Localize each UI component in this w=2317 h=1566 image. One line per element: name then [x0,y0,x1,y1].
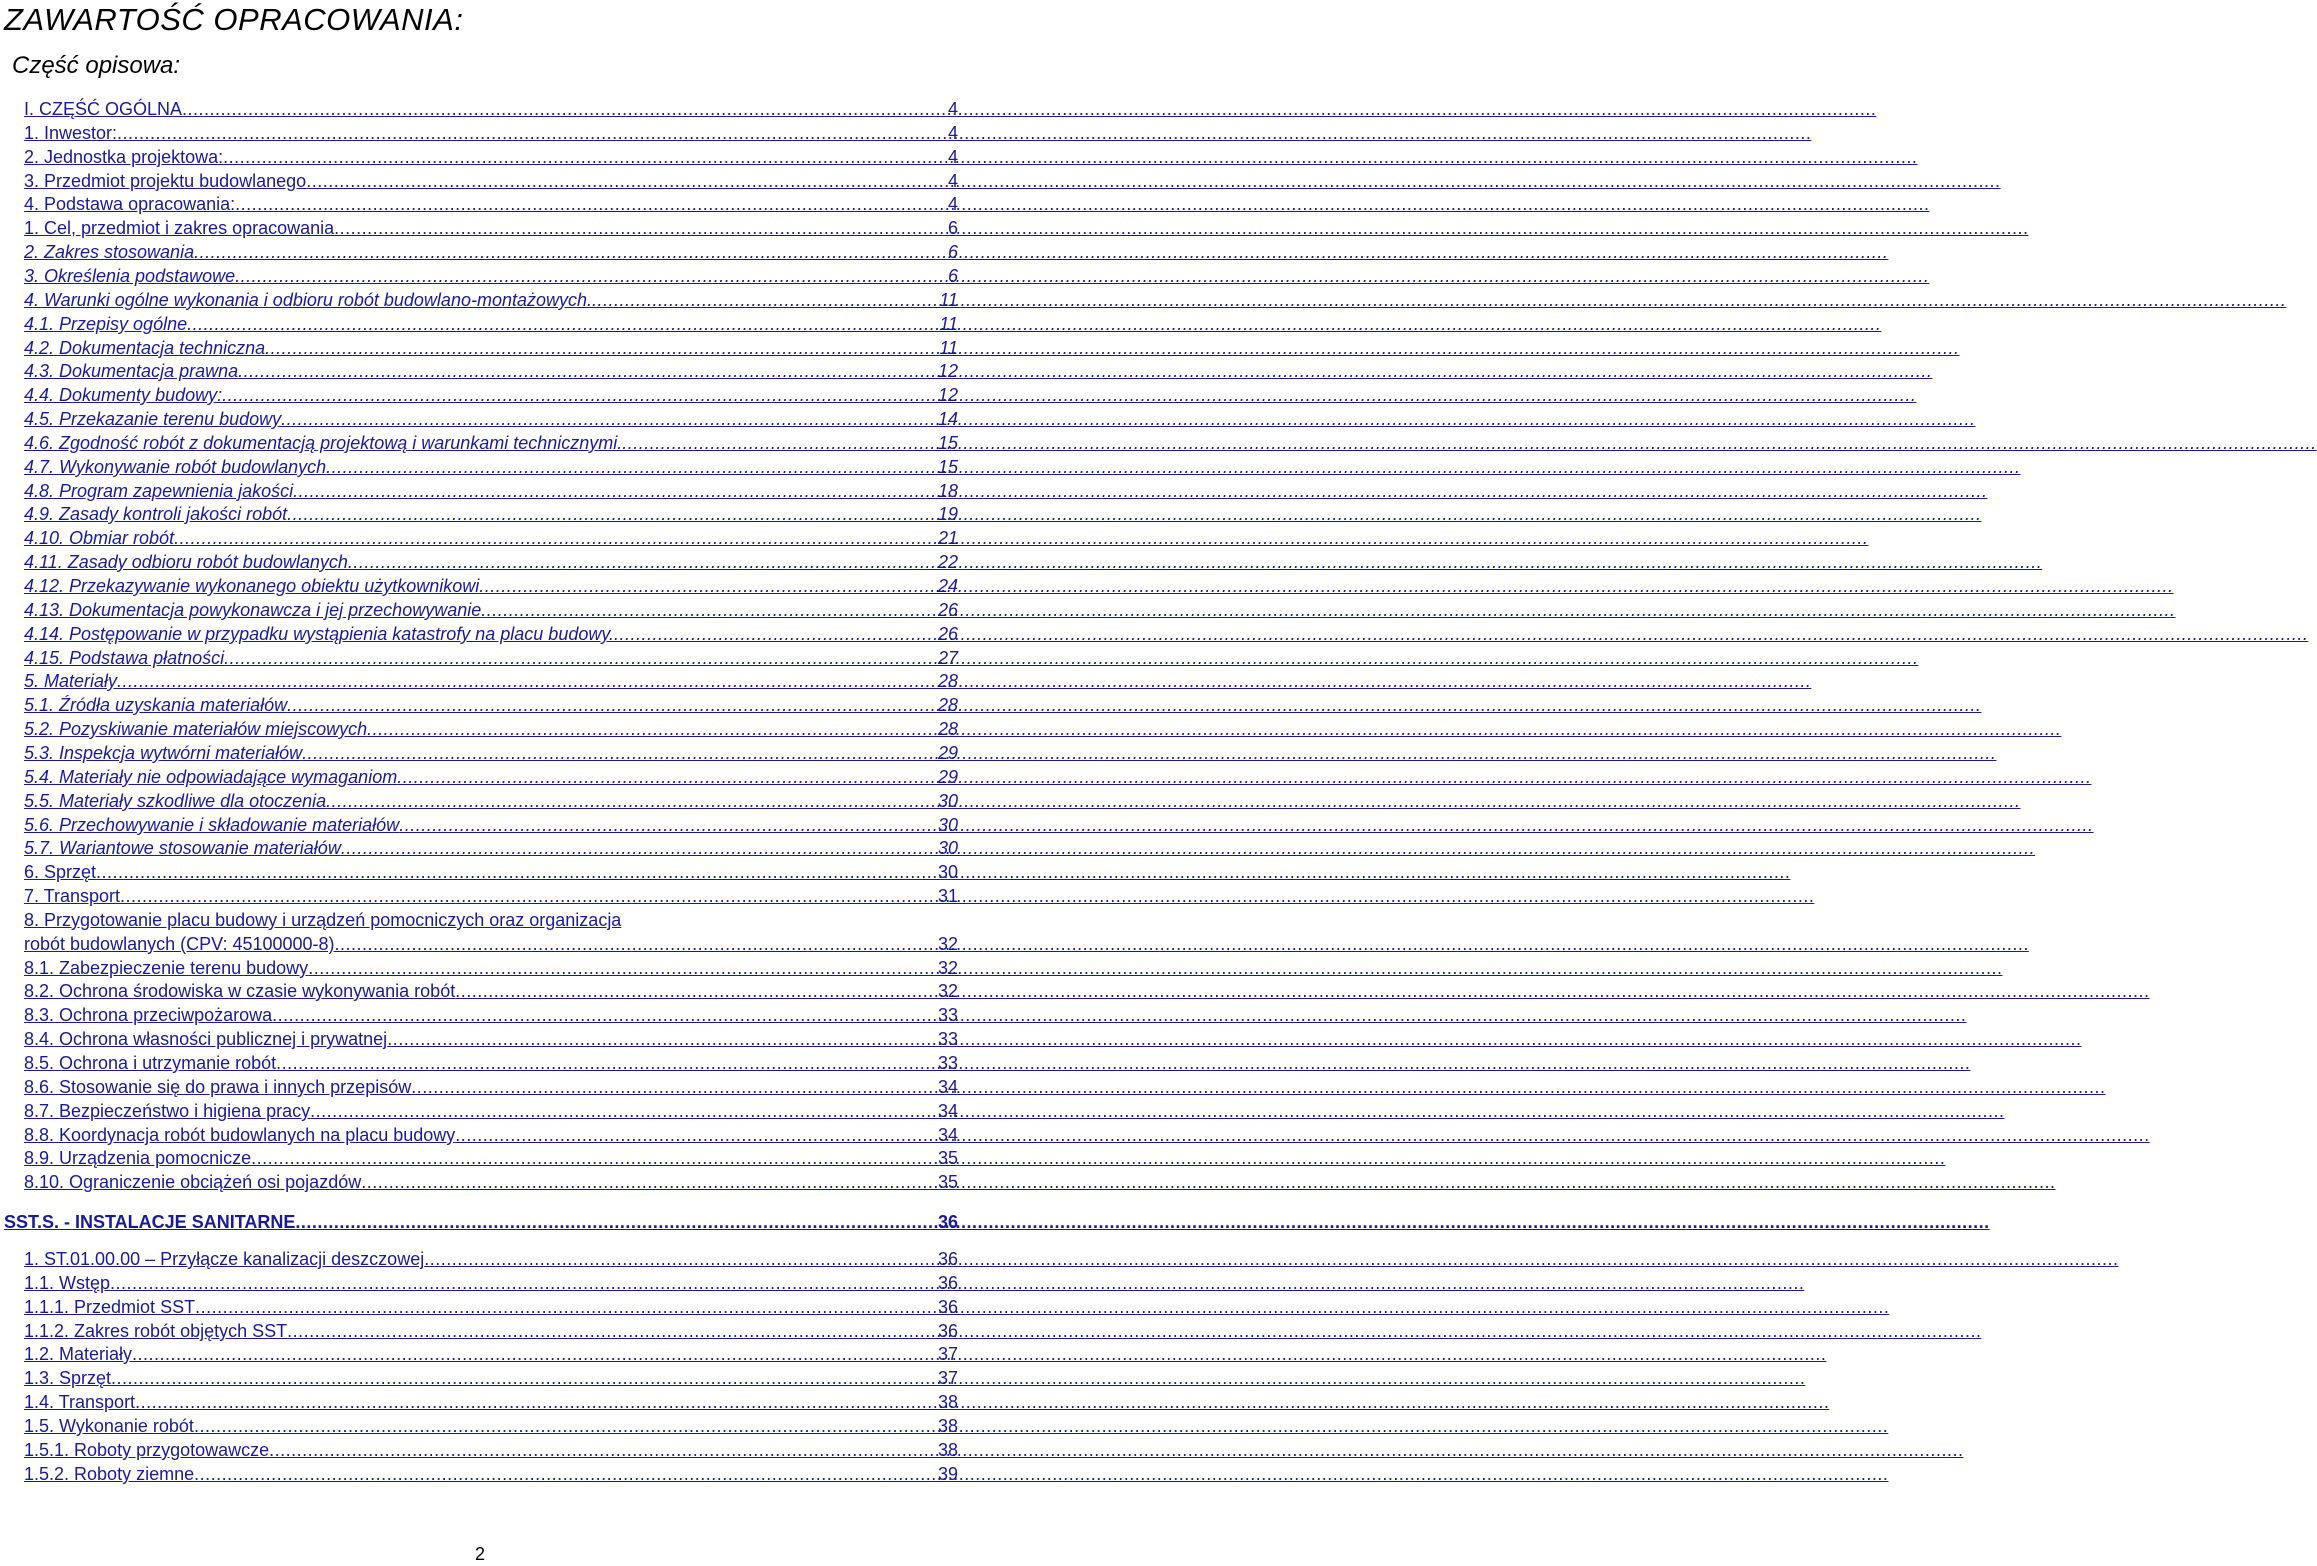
toc-entry-title: 5. Materiały [24,671,118,691]
toc-dot-leader [96,861,937,883]
toc-dot-leader [235,265,947,287]
toc-dot-leader [424,1248,937,1270]
toc-entry[interactable] [24,1004,958,1028]
toc-entry[interactable] [24,313,958,337]
toc-entry[interactable] [24,670,958,694]
toc-entry-page: 30 [937,815,958,835]
toc-entry[interactable] [24,98,958,122]
toc-entry-title: 1. ST.01.00.00 – Przyłącze kanalizacji deszczowej [24,1249,425,1269]
toc-dot-leader [223,146,947,168]
toc-entry-title: 2. Zakres stosowania [24,242,195,262]
page-number: 2 [474,1544,485,1564]
toc-entry[interactable] [24,694,958,718]
toc-entry-page: 4 [947,99,958,119]
toc-entry-page: 28 [937,671,958,691]
toc-dot-leader [479,575,937,597]
toc-entry-page: 31 [937,886,958,906]
toc-entry-title: 8.4. Ochrona własności publicznej i prywatnej [24,1029,388,1049]
toc-dot-leader [287,1320,937,1342]
toc-entry-title: 1.5.1. Roboty przygotowawcze [24,1440,270,1460]
document-page [0,0,960,1566]
toc-entry-title: 4.11. Zasady odbioru robót budowlanych [24,552,348,572]
toc-entry-page: 21 [937,528,958,548]
toc-entry-page: 39 [937,1464,958,1484]
toc-entry-page: 30 [937,791,958,811]
toc-entry[interactable] [24,1076,958,1100]
toc-entry-title: 5.5. Materiały szkodliwe dla otoczenia [24,791,327,811]
toc-entry-title: 6. Sprzęt [24,862,97,882]
toc-entry-title: I. CZĘŚĆ OGÓLNA [24,99,183,119]
toc-entry[interactable] [24,384,958,408]
toc-dot-leader [306,170,947,192]
toc-entry[interactable] [24,1100,958,1124]
toc-entry-page: 35 [937,1148,958,1168]
toc-entry-title: 1.5.2. Roboty ziemne [24,1464,195,1484]
toc-entry-title: 8. Przygotowanie placu budowy i urządzeń pomocniczych oraz organizacja [24,910,622,930]
toc-dot-leader [335,933,937,955]
document-subheading: Część opisowa: [12,52,181,79]
toc-entry-title: 8.8. Koordynacja robót budowlanych na placu budowy [24,1125,456,1145]
toc-entry-page: 6 [947,266,958,286]
toc-entry-page: 30 [937,838,958,858]
toc-dot-leader [287,503,937,525]
toc-entry-page: 36 [937,1249,958,1269]
toc-entry-title: 8.1. Zabezpieczenie terenu budowy [24,958,309,978]
toc-entry-title: 4.5. Przekazanie terenu budowy [24,409,282,429]
toc-entry[interactable] [24,647,958,671]
toc-entry-page: 28 [937,719,958,739]
toc-entry-page: 30 [937,862,958,882]
toc-entry-title: 8.3. Ochrona przeciwpożarowa [24,1005,273,1025]
toc-dot-leader [361,1171,937,1193]
toc-entry-title: 4.9. Zasady kontroli jakości robót [24,504,288,524]
toc-entry-title: 4.1. Przepisy ogólne [24,314,188,334]
toc-entry[interactable] [24,790,958,814]
toc-entry[interactable] [24,1028,958,1052]
toc-entry[interactable] [24,480,958,504]
toc-entry-title: 4.7. Wykonywanie robót budowlanych [24,457,327,477]
toc-dot-leader [281,408,937,430]
toc-entry-title: 5.3. Inspekcja wytwórni materiałów [24,743,303,763]
toc-entry[interactable] [24,265,958,289]
toc-entry-title: 7. Transport [24,886,121,906]
toc-dot-leader [117,122,947,144]
toc-dot-leader [182,98,947,120]
toc-entry-title: 1.4. Transport [24,1392,136,1412]
toc-entry-title: 4.8. Program zapewnienia jakości [24,481,294,501]
toc-entry-page: 37 [937,1368,958,1388]
toc-entry[interactable] [24,1415,958,1439]
toc-entry-title: 1.3. Sprzęt [24,1368,112,1388]
toc-entry-page: 36 [937,1321,958,1341]
toc-dot-leader [387,1028,937,1050]
toc-entry[interactable] [24,170,958,194]
toc-dot-leader [455,980,937,1002]
toc-entry[interactable] [24,718,958,742]
toc-entry[interactable] [24,814,958,838]
toc-entry-page: 36 [937,1212,958,1232]
toc-entry-page: 6 [947,242,958,262]
toc-dot-leader [110,1272,937,1294]
toc-dot-leader [195,1296,937,1318]
toc-entry-title: 1.1. Wstęp [24,1273,111,1293]
toc-entry[interactable] [24,1272,958,1296]
toc-dot-leader [174,527,937,549]
toc-entry-page: 36 [937,1297,958,1317]
toc-entry-page: 19 [937,504,958,524]
toc-dot-leader [592,289,938,311]
toc-dot-leader [251,1147,937,1169]
toc-dot-leader [120,885,937,907]
toc-entry-page: 27 [937,648,958,668]
toc-entry-title: 8.6. Stosowanie się do prawa i innych przepisów [24,1077,412,1097]
toc-entry[interactable] [24,766,958,790]
toc-entry[interactable] [24,527,958,551]
toc-entry[interactable] [24,122,958,146]
toc-entry-page: 15 [937,457,958,477]
toc-entry[interactable] [24,432,958,456]
toc-entry-page: 11 [939,338,958,358]
toc-entry-title: 2. Jednostka projektowa: [24,147,224,167]
toc-entry-title: 8.10. Ograniczenie obciążeń osi pojazdów [24,1172,362,1192]
toc-dot-leader [194,1463,937,1485]
toc-entry[interactable] [24,1391,958,1415]
toc-entry-page: 12 [937,361,958,381]
toc-dot-leader [614,623,937,645]
toc-dot-leader [302,742,937,764]
toc-dot-leader [222,384,937,406]
toc-entry-title: 4.4. Dokumenty budowy: [24,385,223,405]
toc-entry-page: 12 [937,385,958,405]
toc-entry-page: 26 [937,600,958,620]
toc-entry[interactable] [24,885,958,909]
toc-entry-page: 38 [937,1440,958,1460]
toc-entry-page: 32 [937,934,958,954]
toc-entry[interactable] [24,1248,958,1272]
toc-dot-leader [348,551,937,573]
toc-entry-title: 5.7. Wariantowe stosowanie materiałów [24,838,341,858]
toc-dot-leader [117,670,937,692]
toc-dot-leader [308,957,937,979]
toc-entry-page: 26 [937,624,958,644]
toc-section-heading[interactable] [4,1211,958,1235]
toc-dot-leader [238,360,937,382]
toc-entry[interactable] [24,146,958,170]
toc-dot-leader [194,241,947,263]
toc-dot-leader [287,694,937,716]
toc-dot-leader [187,313,938,335]
toc-entry-page: 24 [937,576,958,596]
toc-dot-leader [135,1391,937,1413]
toc-entry-title: 3. Przedmiot projektu budowlanego [24,171,307,191]
toc-entry-title: 1. Inwestor: [24,123,118,143]
toc-entry[interactable] [24,909,958,933]
toc-entry[interactable] [24,980,958,1004]
toc-dot-leader [194,1415,937,1437]
toc-entry-title: robót budowlanych (CPV: 45100000-8) [24,934,335,954]
toc-entry-title: 4.15. Podstawa płatności [24,648,225,668]
toc-entry-page: 38 [937,1392,958,1412]
toc-entry[interactable] [24,289,958,313]
toc-entry-page: 4 [947,171,958,191]
toc-entry-title: 4.12. Przekazywanie wykonanego obiektu użytkownikowi [24,576,480,596]
toc-entry-title: 1.1.1. Przedmiot SST [24,1297,196,1317]
toc-dot-leader [265,337,938,359]
toc-dot-leader [269,1439,937,1461]
toc-dot-leader [455,1124,937,1146]
toc-entry[interactable] [24,1320,958,1344]
toc-entry-title: 1. Cel, przedmiot i zakres opracowania [24,218,335,238]
toc-entry[interactable] [24,1439,958,1463]
toc-entry-page: 33 [937,1029,958,1049]
toc-dot-leader [367,718,937,740]
toc-entry-title: 4. Podstawa opracowania: [24,194,236,214]
toc-dot-leader [111,1367,937,1389]
toc-entry-page: 4 [947,194,958,214]
toc-entry-page: 18 [937,481,958,501]
toc-entry-title: 5.6. Przechowywanie i składowanie materiałów [24,815,400,835]
toc-entry[interactable] [24,503,958,527]
toc-entry[interactable] [24,957,958,981]
toc-entry-title: 4.13. Dokumentacja powykonawcza i jej przechowywanie [24,600,482,620]
toc-entry[interactable] [24,1343,958,1367]
toc-entry[interactable] [24,337,958,361]
toc-entry-page: 32 [937,958,958,978]
toc-entry[interactable] [24,1171,958,1195]
toc-entry-page: 29 [937,767,958,787]
toc-entry-title: SST.S. - INSTALACJE SANITARNE [4,1212,296,1232]
toc-entry[interactable] [24,456,958,480]
toc-entry-page: 15 [937,433,958,453]
toc-entry-title: 4. Warunki ogólne wykonania i odbioru robót budowlano-montażowych. [24,290,593,310]
toc-dot-leader [272,1004,937,1026]
toc-entry-page: 33 [937,1053,958,1073]
toc-entry-page: 11 [939,290,958,310]
toc-entry[interactable] [24,1463,958,1487]
toc-entry[interactable] [24,742,958,766]
toc-entry-page: 37 [937,1344,958,1364]
toc-entry-title: 5.2. Pozyskiwanie materiałów miejscowych [24,719,368,739]
toc-entry[interactable] [24,551,958,575]
toc-dot-leader [399,814,937,836]
toc-dot-leader [622,432,937,454]
toc-entry-page: 34 [937,1101,958,1121]
toc-entry[interactable] [24,1052,958,1076]
toc-entry-title: 4.6. Zgodność robót z dokumentacją projektową i warunkami technicznymi. [24,433,623,453]
toc-entry[interactable] [24,599,958,623]
toc-entry-page: 38 [937,1416,958,1436]
toc-entry-title: 4.14. Postępowanie w przypadku wystąpienia katastrofy na placu budowy. [24,624,615,644]
toc-dot-leader [397,766,937,788]
toc-entry[interactable] [24,1367,958,1391]
toc-entry-title: 4.2. Dokumentacja techniczna [24,338,266,358]
toc-entry[interactable] [24,193,958,217]
toc-entry-title: 5.4. Materiały nie odpowiadające wymaganiom [24,767,398,787]
toc-entry[interactable] [24,623,958,647]
toc-entry[interactable] [24,1124,958,1148]
toc-entry-page: 14 [937,409,958,429]
toc-entry-title: 8.7. Bezpieczeństwo i higiena pracy [24,1101,311,1121]
toc-dot-leader [276,1052,937,1074]
toc-dot-leader [326,790,937,812]
toc-entry-page: 4 [947,147,958,167]
toc-entry[interactable] [24,408,958,432]
toc-entry-page: 34 [937,1077,958,1097]
toc-entry-page: 6 [947,218,958,238]
toc-entry-page: 28 [937,695,958,715]
toc-entry-title: 8.5. Ochrona i utrzymanie robót [24,1053,277,1073]
toc-dot-leader [334,217,947,239]
toc-entry-page: 29 [937,743,958,763]
toc-dot-leader [132,1343,937,1365]
toc-dot-leader [224,647,937,669]
toc-dot-leader [411,1076,937,1098]
toc-entry-page: 35 [937,1172,958,1192]
toc-entry-title: 3. Określenia podstawowe [24,266,236,286]
toc-entry[interactable] [24,360,958,384]
toc-entry-title: 4.10. Obmiar robót [24,528,175,548]
toc-entry[interactable] [24,933,958,957]
toc-entry-page: 11 [939,314,958,334]
toc-entry[interactable] [24,217,958,241]
toc-dot-leader [235,193,947,215]
toc-dot-leader [293,480,937,502]
toc-entry-page: 34 [937,1125,958,1145]
toc-entry[interactable] [24,837,958,861]
toc-entry-page: 4 [947,123,958,143]
toc-entry[interactable] [24,575,958,599]
toc-entry-title: 1.1.2. Zakres robót objętych SST [24,1321,288,1341]
toc-entry-title: 4.3. Dokumentacja prawna [24,361,239,381]
document-heading: ZAWARTOŚĆ OPRACOWANIA: [4,2,464,37]
toc-entry[interactable] [24,861,958,885]
toc-entry-page: 33 [937,1005,958,1025]
toc-dot-leader [310,1100,937,1122]
toc-entry-page: 36 [937,1273,958,1293]
toc-entry-title: 1.5. Wykonanie robót [24,1416,194,1436]
toc-entry-page: 22 [937,552,958,572]
toc-entry-title: 1.2. Materiały [24,1344,133,1364]
toc-entry[interactable] [24,1147,958,1171]
toc-entry[interactable] [24,241,958,265]
toc-entry-title: 8.9. Urządzenia pomocnicze [24,1148,252,1168]
toc-entry-page: 32 [937,981,958,1001]
toc-dot-leader [326,456,937,478]
toc-dot-leader [341,837,937,859]
toc-dot-leader [481,599,937,621]
toc-entry-title: 5.1. Źródła uzyskania materiałów [24,695,288,715]
toc-dot-leader [295,1211,937,1233]
toc-entry[interactable] [24,1296,958,1320]
toc-entry-title: 8.2. Ochrona środowiska w czasie wykonywania robót [24,981,456,1001]
